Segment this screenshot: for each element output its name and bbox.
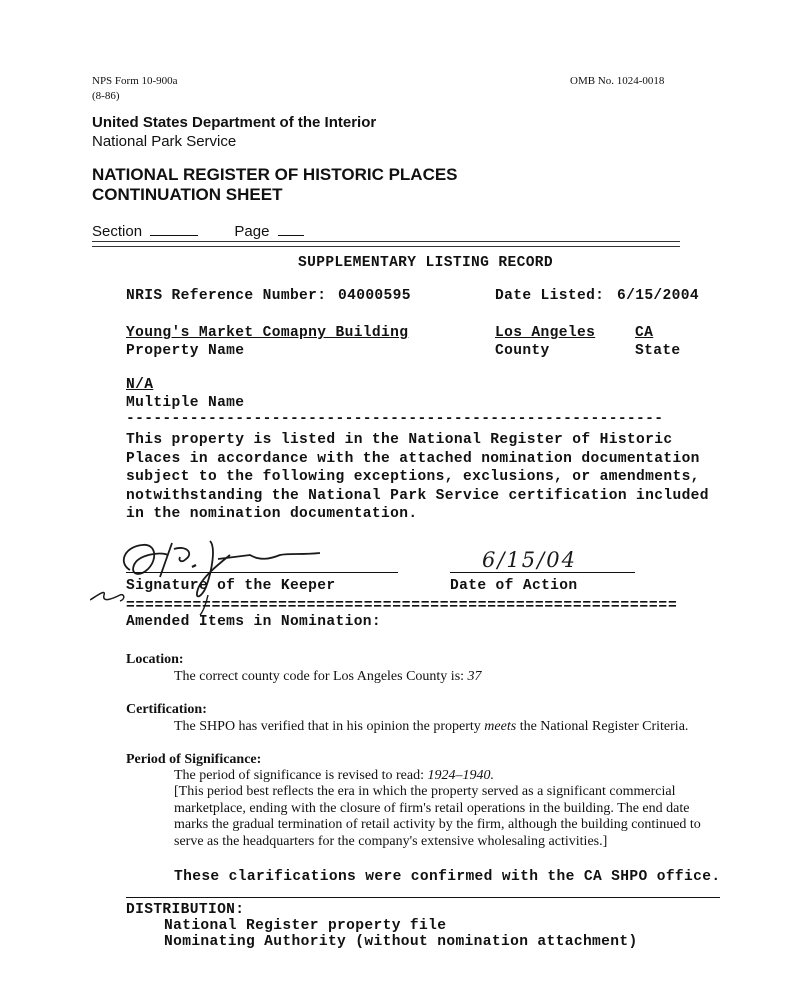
certification-text-pre: The SHPO has verified that in his opinion the property bbox=[174, 719, 485, 734]
department-name: United States Department of the Interior bbox=[92, 114, 377, 131]
distribution-item: Nominating Authority (without nomination attachment) bbox=[164, 934, 638, 950]
period-explanation: [This period best reflects the era in which the property served as a significant commercial marketplace, ending with the closure of firm's retail operations in the building. The end date marks the gradual termination of retail activity by the firm, although the building continued to serve as the headquarters for the company's extensive wholesaling activities.] bbox=[174, 784, 701, 849]
section-label: Section bbox=[92, 223, 143, 240]
state-label: State bbox=[635, 343, 681, 359]
confirmation-text: These clarifications were confirmed with the CA SHPO office. bbox=[174, 869, 721, 885]
form-title: NATIONAL REGISTER OF HISTORIC PLACES bbox=[92, 165, 458, 184]
section-blank bbox=[150, 221, 198, 236]
section-page-row bbox=[92, 221, 304, 240]
county-label: County bbox=[495, 343, 550, 359]
page-blank bbox=[278, 221, 304, 236]
date-of-action-line bbox=[450, 572, 635, 573]
certification-text bbox=[174, 719, 688, 735]
certification-text-post: the National Register Criteria. bbox=[516, 719, 689, 734]
signature-line bbox=[126, 572, 398, 573]
location-text bbox=[174, 669, 482, 685]
page-label: Page bbox=[234, 223, 270, 240]
county-value: Los Angeles bbox=[495, 325, 596, 341]
omb-number: OMB No. 1024-0018 bbox=[570, 75, 665, 87]
multiple-name-value: N/A bbox=[126, 377, 154, 393]
nris-label: NRIS Reference Number: bbox=[126, 288, 327, 304]
certification-heading: Certification: bbox=[126, 702, 207, 717]
date-of-action-label: Date of Action bbox=[450, 578, 578, 594]
double-divider: ========================================================== bbox=[126, 598, 678, 614]
period-text-em: 1924–1940. bbox=[427, 768, 494, 783]
signature-label: Signature of the Keeper bbox=[126, 578, 336, 594]
date-of-action-handwritten: 6/15/04 bbox=[482, 548, 577, 572]
distribution-title: DISTRIBUTION: bbox=[126, 902, 245, 918]
property-name-label: Property Name bbox=[126, 343, 245, 359]
nris-value: 04000595 bbox=[338, 288, 411, 304]
state-value: CA bbox=[635, 325, 654, 341]
certification-text-em: meets bbox=[484, 719, 517, 734]
header-divider bbox=[92, 241, 680, 247]
form-date: (8-86) bbox=[92, 90, 120, 102]
distribution-item: National Register property file bbox=[164, 918, 447, 934]
period-heading: Period of Significance: bbox=[126, 752, 262, 767]
distribution-divider bbox=[126, 897, 720, 898]
date-listed-value: 6/15/2004 bbox=[617, 288, 699, 304]
service-name: National Park Service bbox=[92, 133, 237, 150]
listing-statement: This property is listed in the National Register of Historic Places in accordance with the attached nomination documentation subject to the following exceptions, exclusions, or amendments, notwithstanding the National Park Service certification included in the nomination documentation. bbox=[126, 432, 709, 522]
multiple-name-label: Multiple Name bbox=[126, 395, 245, 411]
record-title: SUPPLEMENTARY LISTING RECORD bbox=[298, 255, 554, 271]
location-code: 37 bbox=[467, 669, 482, 684]
amended-items-title: Amended Items in Nomination: bbox=[126, 614, 382, 630]
form-subtitle: CONTINUATION SHEET bbox=[92, 185, 283, 204]
period-text bbox=[174, 768, 494, 784]
form-number: NPS Form 10-900a bbox=[92, 75, 178, 87]
period-text-pre: The period of significance is revised to read: bbox=[174, 768, 428, 783]
location-text-body: The correct county code for Los Angeles County is: bbox=[174, 669, 468, 684]
property-name-value: Young's Market Comapny Building bbox=[126, 325, 409, 341]
date-listed-label: Date Listed: bbox=[495, 288, 605, 304]
location-heading: Location: bbox=[126, 652, 184, 667]
dashed-divider: ----------------------------------------------------------- bbox=[126, 411, 664, 427]
